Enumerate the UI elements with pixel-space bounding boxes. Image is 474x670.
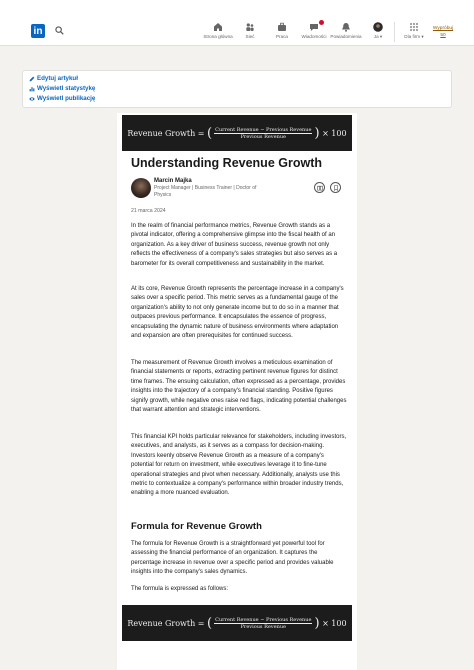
- nav-messaging-label: Wiadomości: [301, 34, 327, 39]
- view-post-link[interactable]: [29, 95, 95, 102]
- formula-fraction: [214, 617, 312, 630]
- article-title: Understanding Revenue Growth: [131, 156, 322, 170]
- formula-banner-top: Revenue Growth = ( $\frac{\text{Current Revenue − Previous Revenue}}{\text{Previous Revenue}}$ ) × 100: [122, 115, 352, 151]
- author-avatar[interactable]: [131, 178, 151, 198]
- edit-article-label: Edytuj artykuł: [37, 75, 78, 82]
- formula-numerator: Current Revenue − Previous Revenue: [215, 126, 312, 133]
- paragraph: In the realm of financial performance metrics, Revenue Growth stands as a pivotal indicator, offering a comprehensive glimpse into the fiscal health of an organization. As a key driver of business success, revenue growth not only reflects the effectiveness of a company's sales strategies but also serves as a barometer for its overall competitiveness and sustainability in the market.: [131, 223, 338, 267]
- search-icon[interactable]: [55, 26, 64, 35]
- formula-numerator: Current Revenue − Previous Revenue: [215, 616, 312, 623]
- grid-icon: [409, 22, 419, 32]
- linkedin-logo[interactable]: in: [31, 24, 45, 38]
- publish-date: 21 marca 2024: [131, 208, 166, 214]
- premium-line1: Wypróbuj: [432, 26, 454, 31]
- briefcase-icon: [277, 22, 287, 32]
- book-icon: [317, 185, 323, 191]
- formula-lhs: Revenue Growth: [127, 128, 196, 138]
- eye-icon: [29, 96, 35, 102]
- bookmark-icon: [333, 185, 339, 191]
- paragraph: The formula is expressed as follows:: [131, 586, 229, 592]
- bar-chart-icon: [29, 86, 35, 92]
- paragraph: The formula for Revenue Growth is a straightforward yet powerful tool for assessing the financial performance of an organization. It captures the percentage increase in revenue over a specific period and provides valuable insights into the company's sales dynamics.: [131, 541, 334, 576]
- nav-network-label: Sieć: [245, 34, 255, 39]
- author-name[interactable]: Marcin Majka: [154, 178, 192, 184]
- bell-icon: [341, 22, 351, 32]
- section-heading: Formula for Revenue Growth: [131, 521, 262, 532]
- view-stats-link[interactable]: [29, 85, 95, 92]
- nav-me[interactable]: [358, 22, 398, 40]
- nav-business[interactable]: [394, 22, 434, 40]
- article-actions-card: [22, 70, 452, 108]
- edit-article-link[interactable]: [29, 75, 78, 82]
- formula-fraction: [214, 127, 312, 140]
- view-stats-label: Wyświetl statystykę: [37, 85, 96, 92]
- nav-business-label: Dla firm ▾: [404, 34, 424, 39]
- formula-eq: =: [197, 618, 205, 628]
- home-icon: [213, 22, 223, 32]
- nav-jobs-label: Praca: [275, 34, 288, 39]
- formula-banner-bottom: Revenue Growth = ( $\frac{\text{Current Revenue − Previous Revenue}}{\text{Previous Revenue}}$ ) × 100: [122, 605, 352, 641]
- author-headline: Project Manager | Business Trainer | Doctor of Physics: [154, 185, 257, 198]
- formula-lhs: Revenue Growth: [127, 618, 196, 628]
- save-article-button[interactable]: [330, 182, 341, 193]
- premium-line2: 50: [440, 33, 446, 38]
- nav-notifications-label: Powiadomienia: [330, 34, 362, 39]
- top-nav: [0, 0, 474, 46]
- premium-link[interactable]: [430, 25, 456, 39]
- paragraph: At its core, Revenue Growth represents the percentage increase in a company's sales over a specific period. This metric serves as a fundamental gauge of the organization's ability to not only generate income but to do so in a manner that outpaces previous performance. It encapsulates the essence of progress, encapsulating the dynamic nature of business environments where adaptation and expansion are often prerequisites for continued success.: [131, 286, 344, 340]
- paragraph: The measurement of Revenue Growth involves a meticulous examination of financial statements or reports, extracting pertinent revenue figures for distinct time frames. The ensuing calculation, often expressed as a percentage, provides insights into the trajectory of a company's financial standing. Positive figures signify growth, while negative ones raise red flags, indicating potential challenges that warrant attention and strategic interventions.: [131, 360, 347, 414]
- nav-home-label: Strona główna: [203, 34, 233, 39]
- nav-me-label: Ja ▾: [373, 34, 383, 39]
- formula-denominator: Previous Revenue: [240, 623, 286, 630]
- formula-times: × 100: [322, 128, 347, 138]
- formula-eq: =: [197, 128, 205, 138]
- pencil-icon: [29, 76, 35, 82]
- network-icon: [245, 22, 255, 32]
- notification-badge: [319, 20, 324, 25]
- avatar-icon: [373, 22, 383, 32]
- formula-times: × 100: [322, 618, 347, 628]
- view-post-label: Wyświetl publikację: [37, 95, 96, 102]
- read-later-button[interactable]: [314, 182, 325, 193]
- paragraph: This financial KPI holds particular relevance for stakeholders, including investors, executives, and analysts, as it serves as a compass for decision-making. Investors keenly observe Revenue Growth as a measure of a company's potential for return on investment, while executives leverage it to fine-tune operational strategies and pivot when necessary. Additionally, analysts use this metric to contextualize a company's performance within broader industry trends, enabling a more nuanced evaluation.: [131, 434, 347, 497]
- messaging-icon: [309, 22, 319, 32]
- formula-denominator: Previous Revenue: [240, 133, 286, 140]
